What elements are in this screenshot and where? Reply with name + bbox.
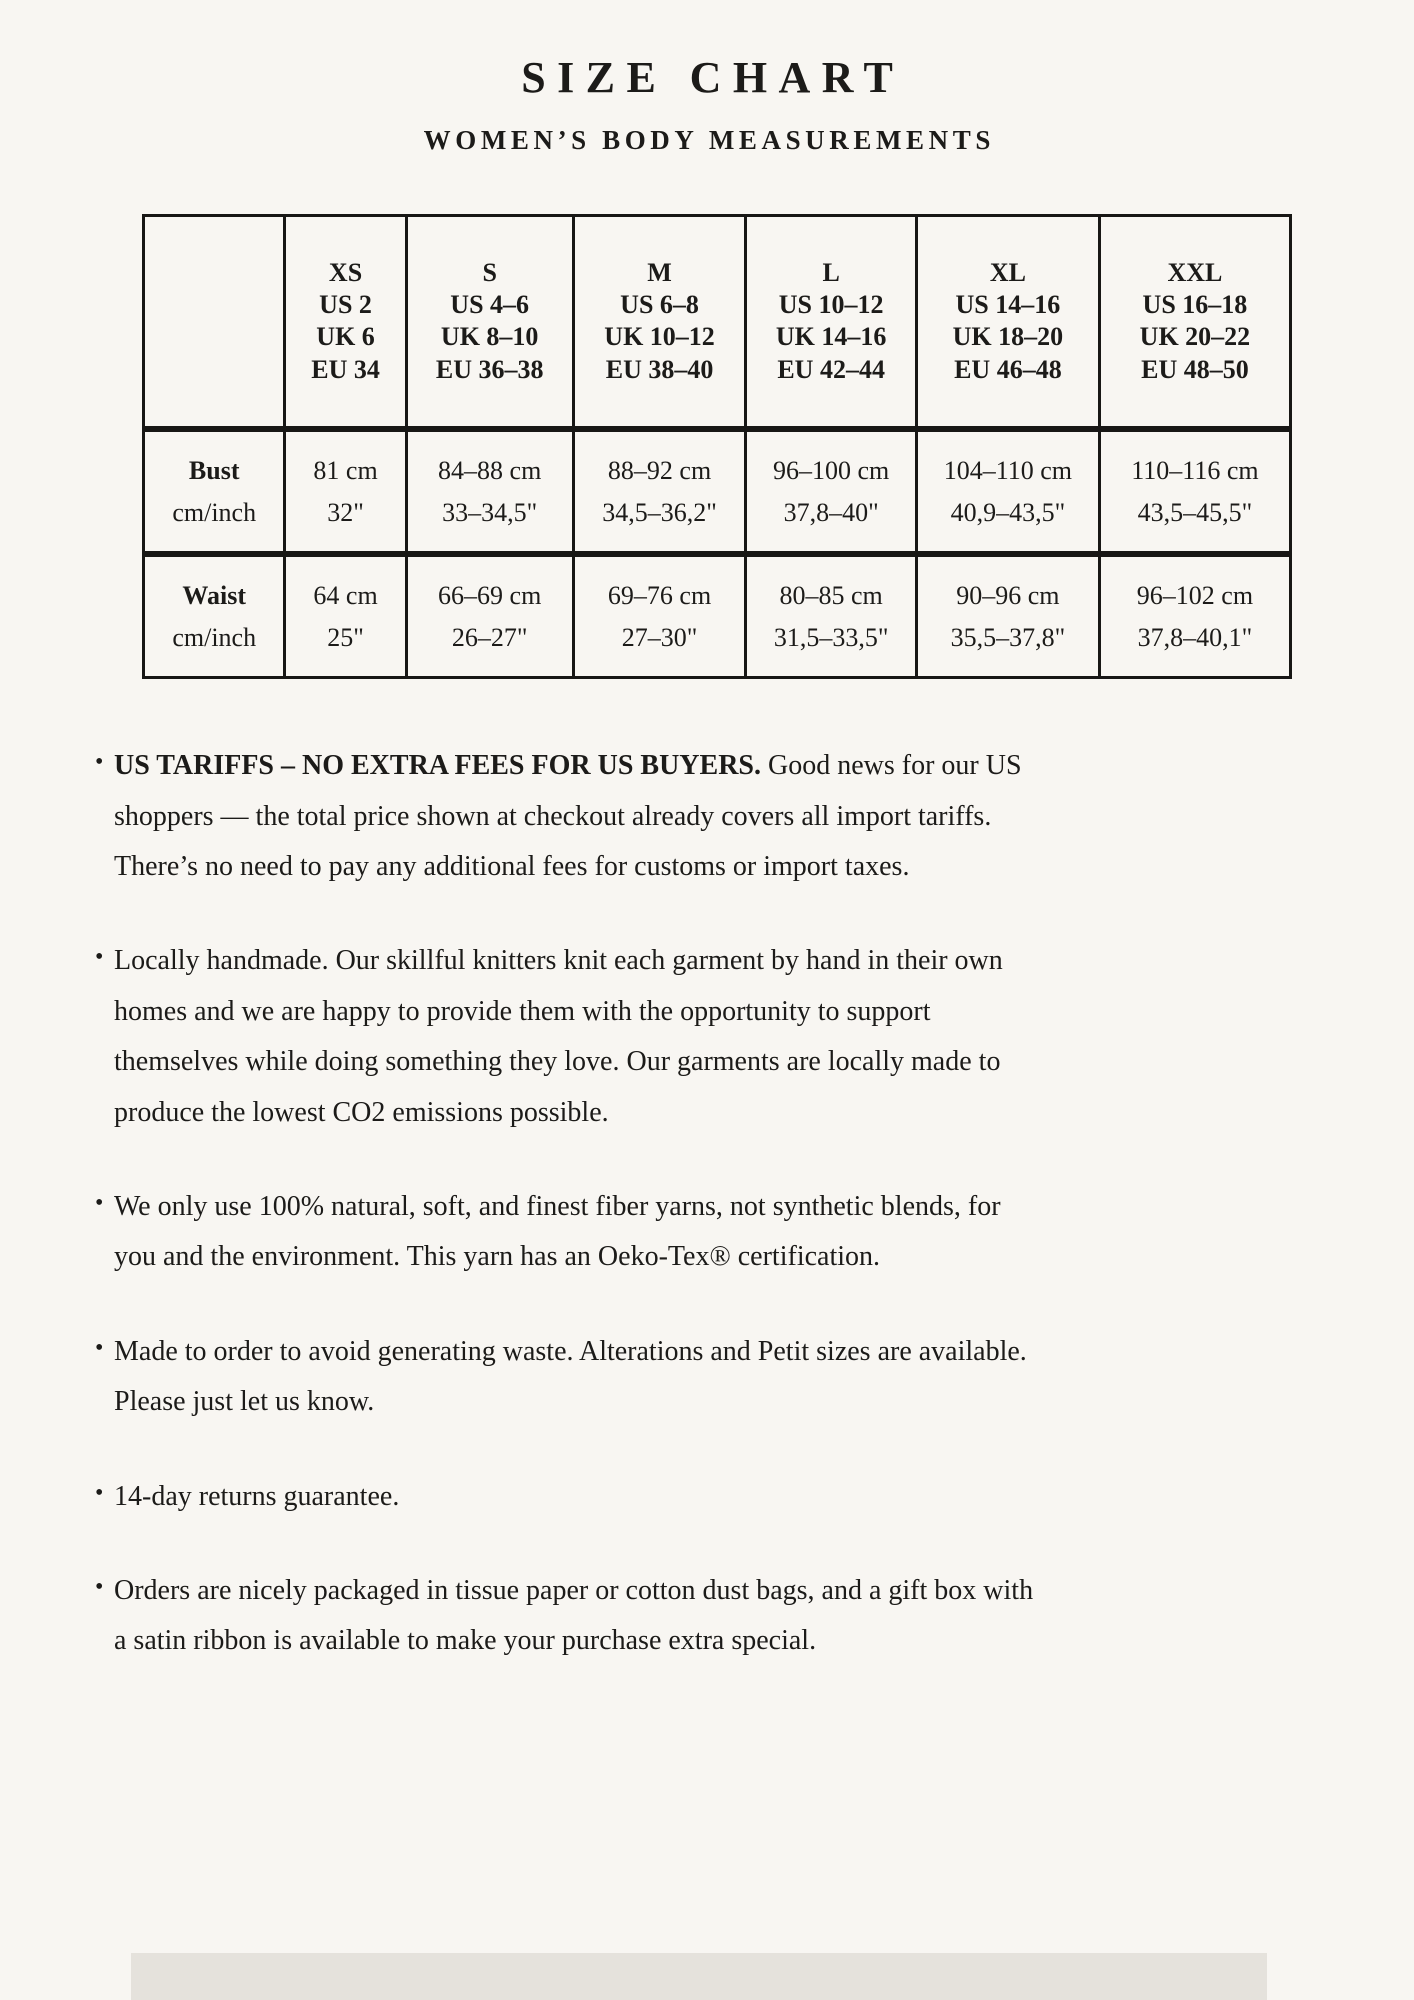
eu-size: EU 36–38	[435, 354, 544, 384]
inch-value: 34,5–36,2"	[602, 497, 717, 527]
size-column-header	[744, 217, 914, 426]
size-column-header	[283, 217, 404, 426]
waist-value-cell	[744, 557, 914, 676]
list-item	[95, 741, 1040, 892]
cm-value: 69–76 cm	[607, 581, 712, 611]
bullet-body-text: Good news for our US shoppers — the total price shown at checkout already covers all import tariffs. There’s no need to pay any additional fees for customs or import taxes.	[114, 750, 1022, 883]
inch-value: 31,5–33,5"	[773, 622, 889, 652]
uk-size: UK 10–12	[604, 322, 715, 352]
us-size: US 2	[319, 290, 372, 320]
cm-value: 104–110 cm	[943, 455, 1073, 485]
uk-size: UK 18–20	[952, 322, 1064, 352]
bullet-body-text: Made to order to avoid generating waste. Alterations and Petit sizes are available. Please just let us know.	[114, 1335, 1027, 1418]
waist-row-label	[145, 557, 283, 676]
size-table	[142, 214, 1292, 679]
size-column-header	[405, 217, 572, 426]
bust-value-cell	[744, 432, 914, 551]
bullet-body-text: We only use 100% natural, soft, and finest fiber yarns, not synthetic blends, for you and the environment. This yarn has an Oeko-Tex® certification.	[114, 1191, 1001, 1273]
bust-row-label	[145, 432, 283, 551]
measure-unit: cm/inch	[172, 497, 257, 527]
waist-value-cell	[405, 557, 572, 676]
us-size: US 16–18	[1142, 290, 1248, 320]
measure-unit: cm/inch	[172, 622, 257, 652]
bust-value-cell	[405, 432, 572, 551]
size-label: M	[647, 258, 672, 287]
uk-size: UK 20–22	[1139, 322, 1251, 352]
inch-value: 37,8–40,1"	[1137, 622, 1253, 652]
us-size: US 6–8	[620, 290, 699, 320]
bust-value-cell	[915, 432, 1098, 551]
list-item	[95, 1182, 1040, 1283]
measure-label: Bust	[188, 455, 240, 485]
cm-value: 80–85 cm	[779, 581, 883, 611]
size-column-header	[1098, 217, 1289, 426]
cm-value: 96–102 cm	[1136, 581, 1254, 611]
cm-value: 81 cm	[313, 455, 378, 485]
cm-value: 84–88 cm	[438, 455, 542, 485]
bullet-body-text: Orders are nicely packaged in tissue paper or cotton dust bags, and a gift box with a satin ribbon is available to make your purchase extra special.	[114, 1575, 1034, 1657]
waist-value-cell	[1098, 557, 1289, 676]
size-label: XXL	[1167, 258, 1223, 287]
size-label: L	[822, 258, 840, 287]
inch-value: 26–27"	[451, 622, 528, 652]
list-item	[95, 1472, 1040, 1522]
product-notes-list	[95, 741, 1040, 1666]
bust-value-cell	[1098, 432, 1289, 551]
us-size: US 4–6	[450, 290, 530, 320]
us-size: US 14–16	[955, 290, 1061, 320]
cm-value: 88–92 cm	[607, 455, 712, 485]
size-label: XS	[328, 258, 363, 287]
cm-value: 66–69 cm	[438, 581, 542, 611]
bullet-body-text: Locally handmade. Our skillful knitters knit each garment by hand in their own homes and we are happy to provide them with the opportunity to support themselves while doing something they love. Our garments are locally made to produce the lowest CO2 emissions possible.	[114, 945, 1003, 1128]
page-subtitle: WOMEN’S BODY MEASUREMENTS	[423, 125, 995, 155]
list-item	[95, 936, 1040, 1138]
page-title: SIZE CHART	[521, 53, 905, 102]
cm-value: 96–100 cm	[773, 455, 890, 485]
cm-value: 64 cm	[313, 581, 378, 611]
inch-value: 37,8–40"	[783, 497, 879, 527]
eu-size: EU 38–40	[605, 354, 714, 384]
table-corner-cell	[145, 217, 283, 426]
bullet-lead-text: US TARIFFS – NO EXTRA FEES FOR US BUYERS.	[114, 750, 761, 782]
eu-size: EU 42–44	[777, 354, 885, 384]
inch-value: 32"	[327, 497, 364, 527]
eu-size: EU 46–48	[954, 354, 1062, 384]
list-item	[95, 1327, 1040, 1428]
waist-value-cell	[572, 557, 745, 676]
us-size: US 10–12	[778, 290, 884, 320]
eu-size: EU 48–50	[1141, 354, 1249, 384]
size-column-header	[915, 217, 1098, 426]
inch-value: 25"	[327, 622, 364, 652]
bust-value-cell	[572, 432, 745, 551]
bullet-body-text: 14-day returns guarantee.	[114, 1480, 400, 1512]
uk-size: UK 6	[316, 322, 375, 352]
size-label: XL	[989, 258, 1026, 287]
inch-value: 43,5–45,5"	[1137, 497, 1253, 527]
waist-value-cell	[283, 557, 404, 676]
list-item	[95, 1566, 1040, 1667]
cm-value: 90–96 cm	[956, 581, 1060, 611]
uk-size: UK 14–16	[775, 322, 887, 352]
waist-value-cell	[915, 557, 1098, 676]
eu-size: EU 34	[311, 354, 380, 384]
size-column-header	[572, 217, 745, 426]
bust-value-cell	[283, 432, 404, 551]
inch-value: 27–30"	[621, 622, 698, 652]
inch-value: 33–34,5"	[442, 497, 538, 527]
cm-value: 110–116 cm	[1131, 455, 1259, 485]
bottom-image-placeholder	[131, 1953, 1267, 2000]
size-label: S	[482, 258, 497, 287]
measure-label: Waist	[182, 581, 246, 611]
inch-value: 40,9–43,5"	[950, 497, 1066, 527]
uk-size: UK 8–10	[440, 322, 539, 352]
inch-value: 35,5–37,8"	[950, 622, 1066, 652]
